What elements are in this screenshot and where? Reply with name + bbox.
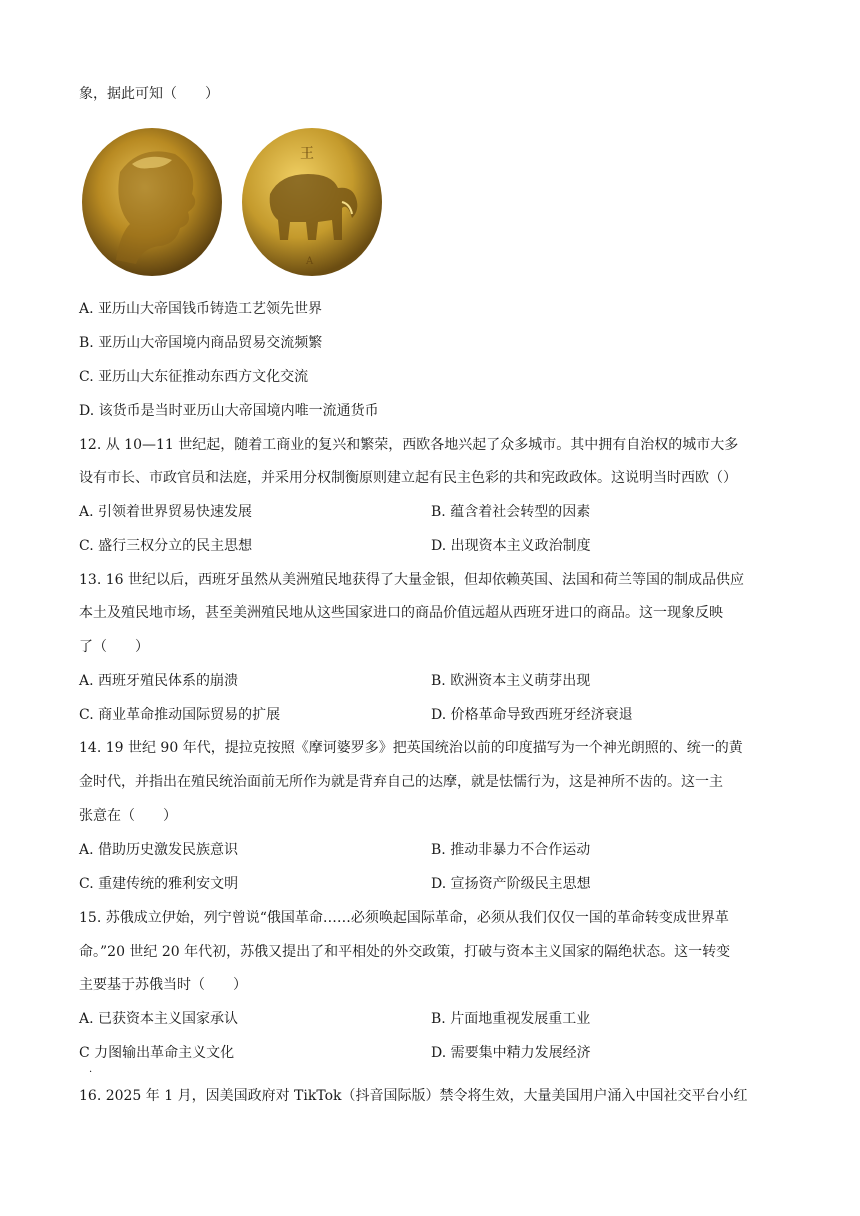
q13-option-a: A. 西班牙殖民体系的崩溃: [79, 673, 239, 689]
q14-stem-line-2: 金时代，并指出在殖民统治面前无所作为就是背弃自己的达摩，就是怯懦行为，这是神所不齿的。这一主: [79, 774, 723, 790]
coin-front: [82, 128, 222, 276]
q12-stem-line-1: 12. 从 10—11 世纪起，随着工商业的复兴和繁荣，西欧各地兴起了众多城市。其中拥有自治权的城市大多: [79, 437, 739, 453]
q11-option-c: C. 亚历山大东征推动东西方文化交流: [79, 369, 309, 385]
q13-option-b: B. 欧洲资本主义萌芽出现: [431, 673, 591, 689]
coin-images: [80, 124, 390, 284]
q14-stem-line-1: 14. 19 世纪 90 年代，提拉克按照《摩诃婆罗多》把英国统治以前的印度描写为一个神光朗照的、统一的黄: [79, 740, 743, 756]
q11-option-a: A. 亚历山大帝国钱币铸造工艺领先世界: [79, 301, 323, 317]
q13-stem-line-3: 了（ ）: [79, 639, 149, 655]
q15-stem-line-3: 主要基于苏俄当时（ ）: [79, 977, 247, 993]
q14-option-a: A. 借助历史激发民族意识: [79, 842, 239, 858]
q12-stem-line-2: 设有市长、市政官员和法庭，并采用分权制衡原则建立起有民主色彩的共和宪政政体。这说明当时西欧（）: [79, 470, 737, 486]
q12-option-a: A. 引领着世界贸易快速发展: [79, 504, 253, 520]
q14-option-b: B. 推动非暴力不合作运动: [431, 842, 591, 858]
q12-option-b: B. 蕴含着社会转型的因素: [431, 504, 591, 520]
q16-stem-line-1: 16. 2025 年 1 月，因美国政府对 TikTok（抖音国际版）禁令将生效，大量美国用户涌入中国社交平台小红: [79, 1088, 748, 1104]
q13-option-d: D. 价格革命导致西班牙经济衰退: [431, 707, 633, 723]
q12-option-c: C. 盛行三权分立的民主思想: [79, 538, 253, 554]
q15-stem-line-1: 15. 苏俄成立伊始，列宁曾说“俄国革命……必须唤起国际革命，必须从我们仅仅一国的革命转变成世界革: [79, 910, 729, 926]
intro-line: 象，据此可知（ ）: [79, 86, 219, 102]
q15-option-c: C 力图输出革命主义文化: [79, 1045, 235, 1061]
stray-dot: ·: [89, 1067, 93, 1078]
q14-option-d: D. 宣扬资产阶级民主思想: [431, 876, 591, 892]
q11-option-b: B. 亚历山大帝国境内商品贸易交流频繁: [79, 335, 323, 351]
q14-option-c: C. 重建传统的雅利安文明: [79, 876, 239, 892]
coin-back: [242, 128, 382, 276]
coin-back-mark: 王: [300, 146, 314, 162]
q13-option-c: C. 商业革命推动国际贸易的扩展: [79, 707, 281, 723]
q13-stem-line-2: 本土及殖民地市场，甚至美洲殖民地从这些国家进口的商品价值远超从西班牙进口的商品。这一现象反映: [79, 605, 723, 621]
q15-stem-line-2: 命。”20 世纪 20 年代初，苏俄又提出了和平相处的外交政策，打破与资本主义国家的隔绝状态。这一转变: [79, 944, 731, 960]
q12-option-d: D. 出现资本主义政治制度: [431, 538, 591, 554]
q15-option-a: A. 已获资本主义国家承认: [79, 1011, 239, 1027]
q15-option-d: D. 需要集中精力发展经济: [431, 1045, 591, 1061]
q15-option-b: B. 片面地重视发展重工业: [431, 1011, 591, 1027]
q14-stem-line-3: 张意在（ ）: [79, 808, 177, 824]
coin-base-mark: A: [306, 256, 314, 267]
q13-stem-line-1: 13. 16 世纪以后，西班牙虽然从美洲殖民地获得了大量金银，但却依赖英国、法国和荷兰等国的制成品供应: [79, 572, 744, 588]
q11-option-d: D. 该货币是当时亚历山大帝国境内唯一流通货币: [79, 403, 379, 419]
